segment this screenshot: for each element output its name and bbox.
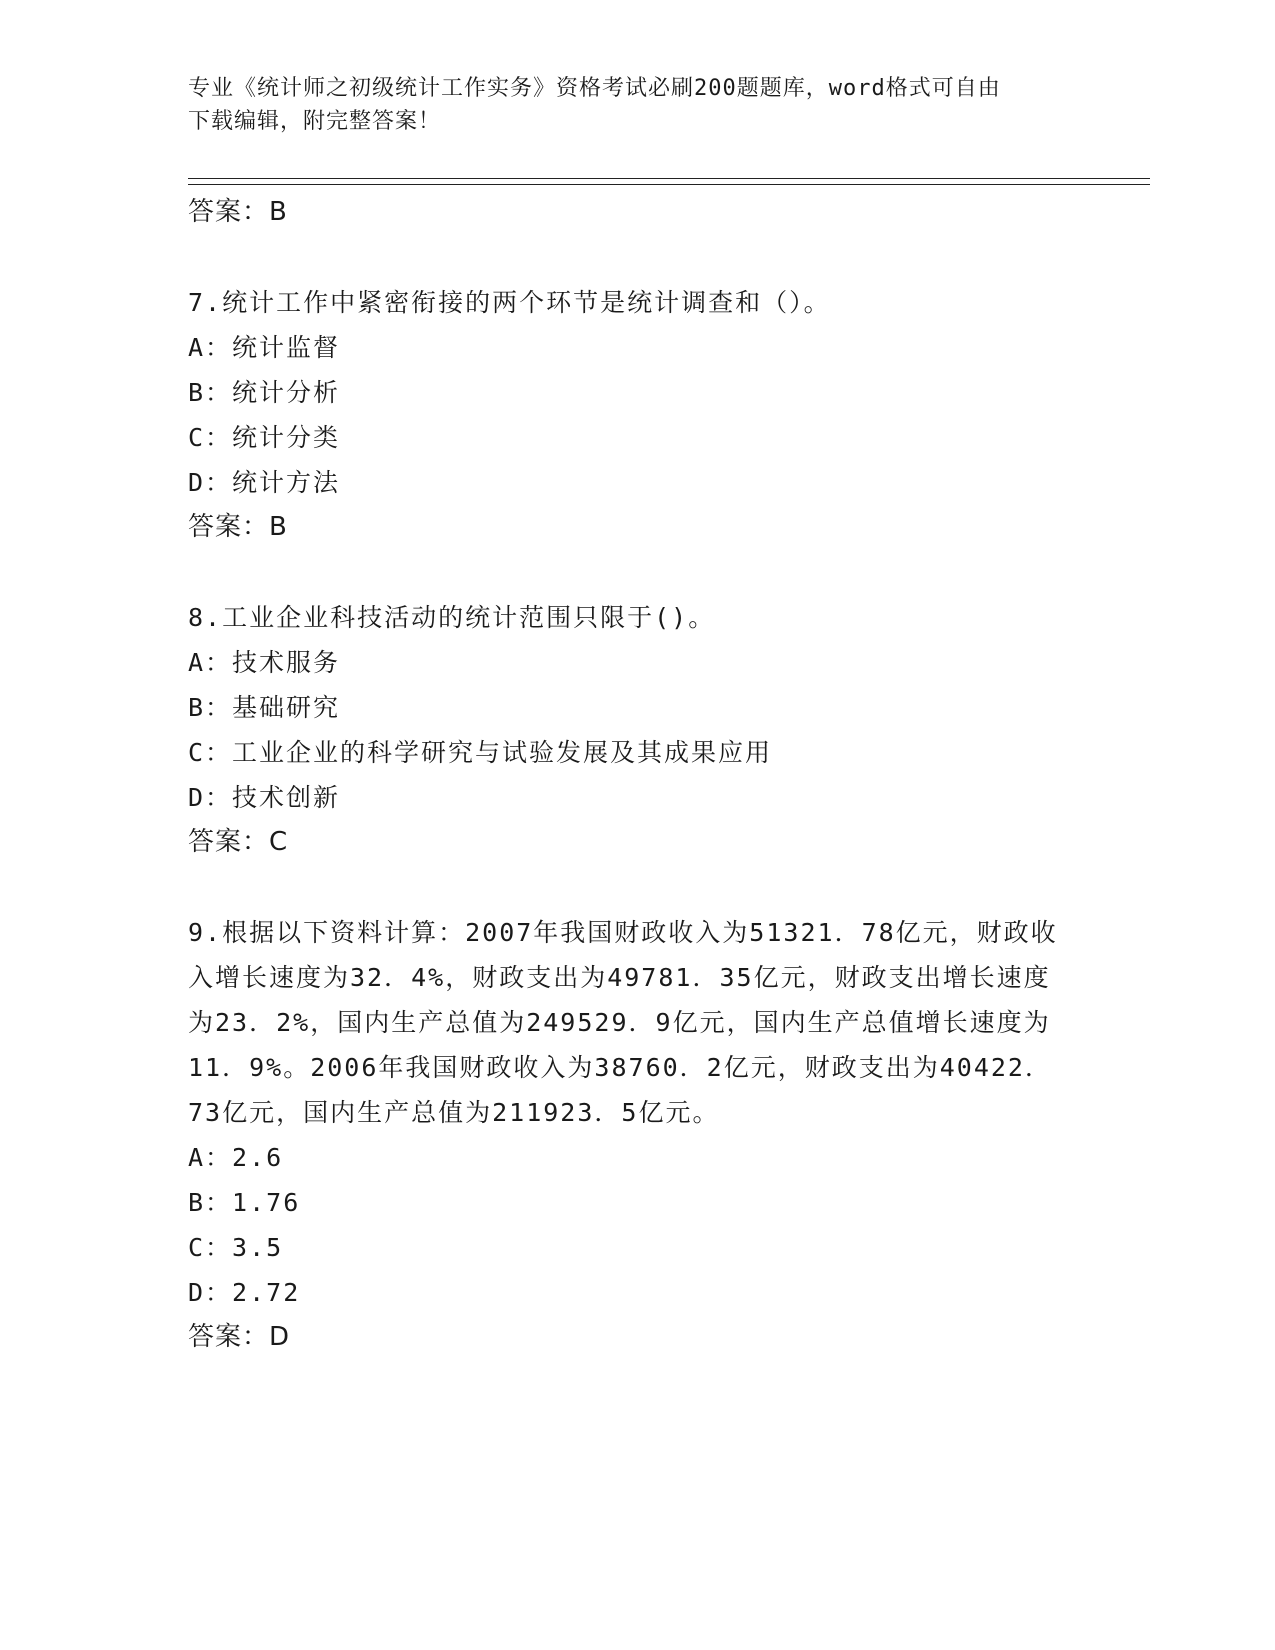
question-8 xyxy=(188,595,1088,865)
header-line-2: 下载编辑，附完整答案！ xyxy=(188,109,442,134)
answer-q9: 答案：D xyxy=(188,1322,291,1352)
header-divider xyxy=(188,178,1150,185)
option-c: C：统计分类 xyxy=(188,423,341,452)
spacer xyxy=(188,865,1088,910)
option-a: A：2.6 xyxy=(188,1143,284,1172)
question-text: 8.工业企业科技活动的统计范围只限于()。 xyxy=(188,603,716,632)
option-c: C：3.5 xyxy=(188,1233,284,1262)
option-a: A：技术服务 xyxy=(188,648,341,677)
option-a: A：统计监督 xyxy=(188,333,341,362)
option-d: D：技术创新 xyxy=(188,783,341,812)
question-text: 7.统计工作中紧密衔接的两个环节是统计调查和（）。 xyxy=(188,288,831,317)
answer-q7: 答案：B xyxy=(188,512,288,542)
option-b: B：1.76 xyxy=(188,1188,301,1217)
question-list xyxy=(188,190,1088,1360)
option-d: D：2.72 xyxy=(188,1278,301,1307)
answer-q6: 答案：B xyxy=(188,197,288,227)
spacer xyxy=(188,235,1088,280)
option-b: B：统计分析 xyxy=(188,378,341,407)
answer-q8: 答案：C xyxy=(188,827,289,857)
option-d: D：统计方法 xyxy=(188,468,341,497)
question-7 xyxy=(188,280,1088,550)
document-header xyxy=(188,72,1088,138)
question-text: 9.根据以下资料计算：2007年我国财政收入为51321．78亿元，财政收入增长速度为32．4%，财政支出为49781．35亿元，财政支出增长速度为23．2%，国内生产总值为249529．9亿元，国内生产总值增长速度为11．9%。2006年我国财政收入为38760．2亿元，财政支出为40422．73亿元，国内生产总值为211923．5亿元。 xyxy=(188,918,1058,1127)
header-line-1: 专业《统计师之初级统计工作实务》资格考试必刷200题题库，word格式可自由 xyxy=(188,76,1001,101)
option-b: B：基础研究 xyxy=(188,693,341,722)
option-c: C：工业企业的科学研究与试验发展及其成果应用 xyxy=(188,738,773,767)
spacer xyxy=(188,550,1088,595)
question-9 xyxy=(188,910,1088,1360)
